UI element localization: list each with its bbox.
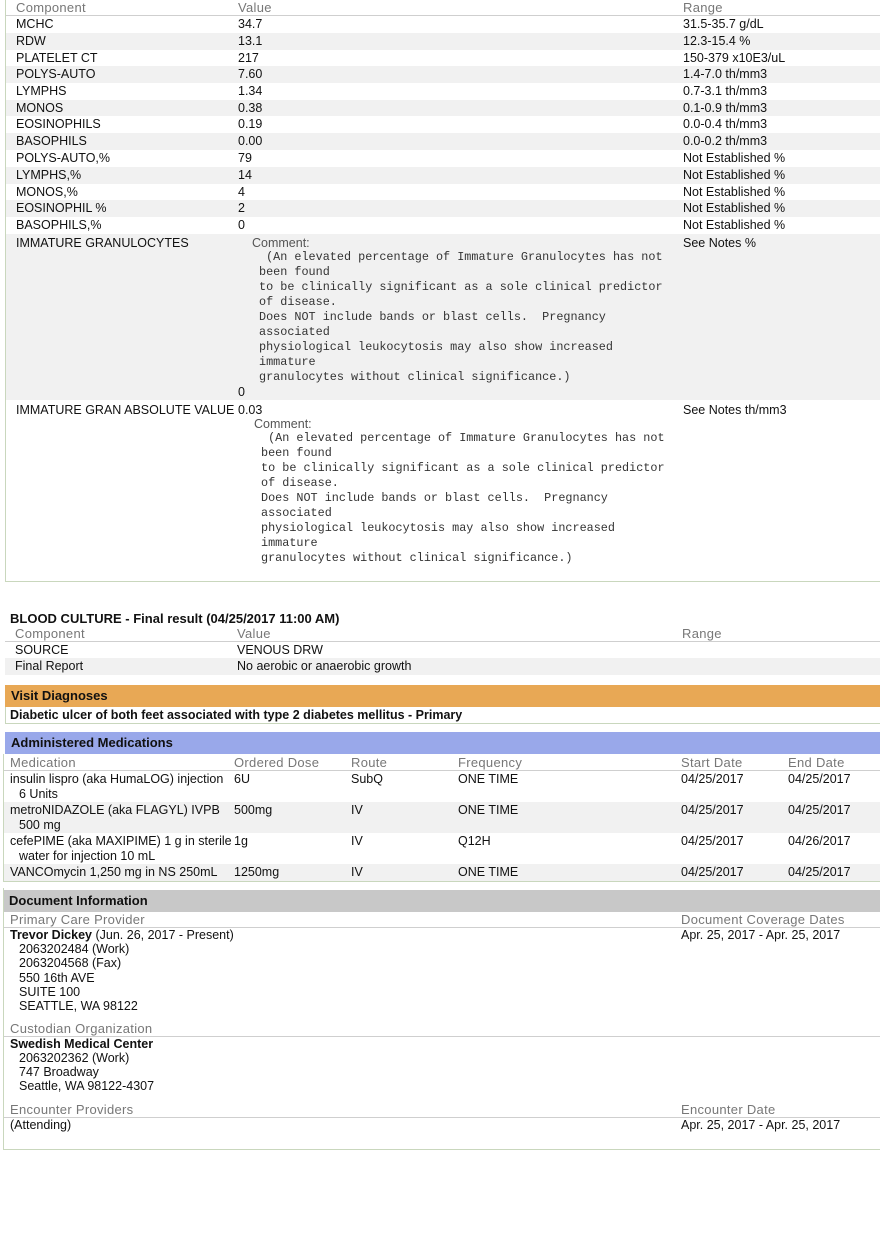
range-cell: 12.3-15.4 % [683, 34, 751, 48]
med-col-end: End Date [788, 755, 845, 770]
pcp-name: Trevor Dickey [10, 928, 92, 942]
custodian-line: 2063202362 (Work) [19, 1051, 130, 1065]
value-cell: 4 [238, 185, 245, 199]
pcp-line: 550 16th AVE [19, 971, 95, 985]
range-cell: Not Established % [683, 218, 786, 232]
value-cell: 217 [238, 51, 259, 65]
frequency-cell: ONE TIME [458, 803, 519, 817]
value-cell: 0.03 [238, 403, 263, 417]
component-cell: LYMPHS [16, 84, 67, 98]
table-row [6, 133, 880, 150]
blood-culture-title: BLOOD CULTURE - Final result (04/25/2017 11:00 AM) [10, 611, 340, 626]
component-cell: IMMATURE GRAN ABSOLUTE VALUE [16, 403, 235, 417]
value-cell: 0 [238, 218, 245, 232]
table-row [6, 401, 880, 581]
comment-label: Comment: [252, 236, 310, 250]
component-cell: POLYS-AUTO,% [16, 151, 111, 165]
range-cell: Not Established % [683, 201, 786, 215]
route-cell: IV [351, 865, 363, 879]
table-row [6, 200, 880, 217]
range-cell: 0.7-3.1 th/mm3 [683, 84, 768, 98]
table-row [5, 642, 880, 658]
range-cell: 31.5-35.7 g/dL [683, 17, 764, 31]
med-col-dose: Ordered Dose [234, 755, 320, 770]
route-cell: IV [351, 834, 363, 848]
frequency-cell: ONE TIME [458, 772, 519, 786]
frequency-cell: Q12H [458, 834, 491, 848]
medication-row [4, 771, 880, 802]
document-info-header: Document Information [3, 890, 880, 912]
value-cell: 1.34 [238, 84, 263, 98]
dose-cell: 1250mg [234, 865, 280, 879]
medication-detail: 6 Units [19, 787, 58, 801]
value-cell: No aerobic or anaerobic growth [237, 659, 412, 673]
range-cell: 0.1-0.9 th/mm3 [683, 101, 768, 115]
bc-header-value: Value [237, 626, 271, 641]
range-cell: Not Established % [683, 151, 786, 165]
start-date-cell: 04/25/2017 [681, 865, 744, 879]
pcp-line: SUITE 100 [19, 985, 81, 999]
medication-detail: 500 mg [19, 818, 61, 832]
table-row [6, 16, 880, 33]
bc-header-range: Range [682, 626, 722, 641]
table-row [6, 66, 880, 83]
pcp-name-line [10, 928, 234, 942]
visit-diagnoses-header: Visit Diagnoses [5, 685, 880, 707]
table-row [6, 50, 880, 66]
component-cell: LYMPHS,% [16, 168, 82, 182]
value-cell: 0.38 [238, 101, 263, 115]
table-row [6, 184, 880, 200]
component-cell: MONOS [16, 101, 64, 115]
range-cell: 0.0-0.2 th/mm3 [683, 134, 768, 148]
table-row [6, 234, 880, 400]
custodian-line: 747 Broadway [19, 1065, 99, 1079]
table-row [6, 33, 880, 50]
range-cell: Not Established % [683, 185, 786, 199]
col-header-component: Component [16, 0, 86, 15]
medications-panel [3, 754, 880, 882]
end-date-cell: 04/25/2017 [788, 772, 851, 786]
value-cell: 13.1 [238, 34, 263, 48]
value-cell: 7.60 [238, 67, 263, 81]
table-row [5, 658, 880, 675]
encounter-providers-label: Encounter Providers [10, 1102, 134, 1117]
pcp-line: 2063204568 (Fax) [19, 956, 122, 970]
comment-text: (An elevated percentage of Immature Granulocytes has not been found to be clinically significant as a sole clinical predictor of disease. Does NOT include bands or blast cells. Pregnancy associated physiological leukocytosis may also show increased immature granulocytes without clinical significance.) [261, 431, 665, 565]
comment-text: (An elevated percentage of Immature Granulocytes has not been found to be clinically significant as a sole clinical predictor of disease. Does NOT include bands or blast cells. Pregnancy associated physiological leukocytosis may also show increased immature granulocytes without clinical significance.) [259, 250, 663, 384]
encounter-date-label: Encounter Date [681, 1102, 776, 1117]
table-row [6, 217, 880, 234]
frequency-cell: ONE TIME [458, 865, 519, 879]
component-cell: POLYS-AUTO [16, 67, 96, 81]
table-row [6, 100, 880, 116]
custodian-name: Swedish Medical Center [10, 1037, 154, 1051]
range-cell: 0.0-0.4 th/mm3 [683, 117, 768, 131]
diagnosis-text: Diabetic ulcer of both feet associated with type 2 diabetes mellitus - Primary [10, 708, 463, 722]
range-cell: See Notes th/mm3 [683, 403, 787, 417]
col-header-range: Range [683, 0, 723, 15]
value-cell: 14 [238, 168, 252, 182]
medication-row [4, 802, 880, 833]
coverage-dates: Apr. 25, 2017 - Apr. 25, 2017 [681, 928, 841, 942]
med-col-start: Start Date [681, 755, 743, 770]
medication-detail: water for injection 10 mL [19, 849, 156, 863]
table-row [6, 167, 880, 184]
component-cell: MCHC [16, 17, 54, 31]
diagnoses-panel [5, 707, 880, 724]
value-cell: 0.00 [238, 134, 263, 148]
component-cell: Final Report [15, 659, 84, 673]
end-date-cell: 04/25/2017 [788, 865, 851, 879]
value-cell: 0 [238, 385, 245, 399]
pcp-dates: (Jun. 26, 2017 - Present) [95, 928, 234, 942]
table-row [6, 116, 880, 133]
start-date-cell: 04/25/2017 [681, 772, 744, 786]
document-info-panel [3, 888, 880, 1150]
encounter-provider: (Attending) [10, 1118, 72, 1132]
med-col-frequency: Frequency [458, 755, 523, 770]
route-cell: IV [351, 803, 363, 817]
component-cell: IMMATURE GRANULOCYTES [16, 236, 189, 250]
encounter-date: Apr. 25, 2017 - Apr. 25, 2017 [681, 1118, 841, 1132]
medication-name: metroNIDAZOLE (aka FLAGYL) IVPB [10, 803, 220, 817]
pcp-line: 2063202484 (Work) [19, 942, 130, 956]
pcp-label: Primary Care Provider [10, 912, 145, 927]
dose-cell: 6U [234, 772, 250, 786]
component-cell: EOSINOPHIL % [16, 201, 107, 215]
component-cell: SOURCE [15, 643, 69, 657]
custodian-label: Custodian Organization [10, 1021, 153, 1036]
custodian-line: Seattle, WA 98122-4307 [19, 1079, 155, 1093]
component-cell: RDW [16, 34, 46, 48]
route-cell: SubQ [351, 772, 383, 786]
range-cell: Not Established % [683, 168, 786, 182]
med-col-route: Route [351, 755, 388, 770]
range-cell: 1.4-7.0 th/mm3 [683, 67, 768, 81]
lab-results-panel [5, 0, 880, 582]
value-cell: 79 [238, 151, 252, 165]
end-date-cell: 04/26/2017 [788, 834, 851, 848]
value-cell: 34.7 [238, 17, 263, 31]
dose-cell: 500mg [234, 803, 273, 817]
dose-cell: 1g [234, 834, 248, 848]
value-cell: VENOUS DRW [237, 643, 323, 657]
medications-header: Administered Medications [5, 732, 880, 754]
table-row [6, 83, 880, 100]
col-header-value: Value [238, 0, 272, 15]
bc-header-component: Component [15, 626, 85, 641]
medication-row [4, 833, 880, 864]
pcp-line: SEATTLE, WA 98122 [19, 999, 138, 1013]
range-cell: See Notes % [683, 236, 756, 250]
medication-name: cefePIME (aka MAXIPIME) 1 g in sterile [10, 834, 232, 848]
medication-name: VANCOmycin 1,250 mg in NS 250mL [10, 865, 218, 879]
end-date-cell: 04/25/2017 [788, 803, 851, 817]
component-cell: BASOPHILS [16, 134, 87, 148]
coverage-label: Document Coverage Dates [681, 912, 845, 927]
medication-name: insulin lispro (aka HumaLOG) injection [10, 772, 224, 786]
value-cell: 0.19 [238, 117, 263, 131]
component-cell: BASOPHILS,% [16, 218, 102, 232]
range-cell: 150-379 x10E3/uL [683, 51, 786, 65]
medication-row [4, 864, 880, 881]
med-col-medication: Medication [10, 755, 76, 770]
start-date-cell: 04/25/2017 [681, 803, 744, 817]
table-row [6, 150, 880, 167]
value-cell: 2 [238, 201, 245, 215]
component-cell: MONOS,% [16, 185, 78, 199]
comment-label: Comment: [254, 417, 312, 431]
start-date-cell: 04/25/2017 [681, 834, 744, 848]
component-cell: PLATELET CT [16, 51, 98, 65]
component-cell: EOSINOPHILS [16, 117, 101, 131]
